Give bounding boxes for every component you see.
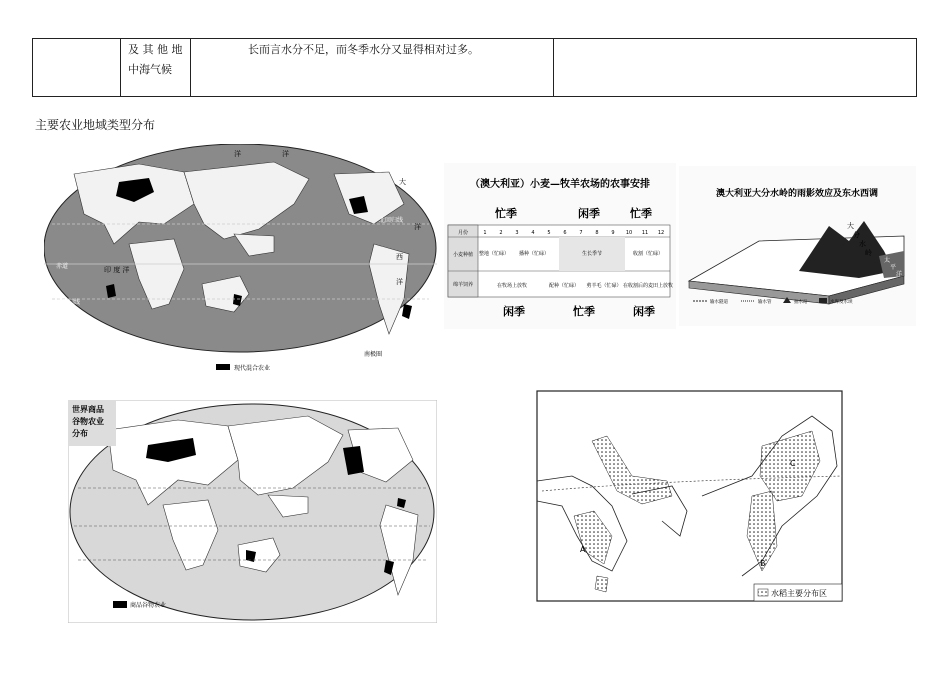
sheep-task: 在收割后的麦田上放牧 [622,283,674,289]
climate-name-line2: 中海气候 [128,63,172,76]
map-legend: 商品谷物农业 [130,602,167,609]
map-legend: 水稻主要分布区 [771,589,827,598]
map-label: 赤道 [56,263,69,270]
season-top: 忙季 [495,207,517,220]
month: 9 [611,230,615,236]
season-bottom: 闲季 [503,305,525,318]
month: 1 [483,230,487,236]
map-title: 谷物农业 [72,417,104,426]
season-top: 忙季 [630,207,652,220]
map-label: 洋 [396,278,403,286]
month: 12 [657,230,665,236]
diagram-label: 岭 [865,249,872,257]
section-title: 主要农业地域类型分布 [35,118,156,132]
climate-name-line1: 及 其 他 地 [128,43,183,56]
climate-description: 长而言水分不足，而冬季水分又显得相对过多。 [248,43,479,56]
map-label: 南回归线 [56,299,81,306]
legend-swatch [113,601,127,608]
rain-shadow-diagram [679,166,916,326]
row-label: 绵羊饲养 [452,282,474,288]
sheep-task: 在牧场上放牧 [496,283,528,289]
row-label: 月份 [457,230,469,236]
diagram-title: 澳大利亚大分水岭的雨影效应及东水西调 [715,189,879,199]
season-top: 闲季 [578,207,600,220]
map-label: 西 [396,253,403,261]
diagram-legend: 输水管 [758,300,772,305]
map-label: 印 度 洋 [104,266,130,274]
diagram-legend: 输水隧道 [710,300,728,305]
legend-swatch [216,364,230,370]
month: 5 [547,230,551,236]
map-label: 洋 [234,150,241,158]
rice-map [532,386,847,606]
month: 10 [625,230,633,236]
farm-calendar [444,163,676,329]
mixed-farming-map [44,144,437,375]
wheat-task: 整地（忙碌） [478,251,510,257]
map-label: B [760,559,766,568]
climate-table [32,38,917,97]
sheep-task: 配种（忙碌） [548,283,580,289]
map-label: 洋 [282,150,289,158]
map-title: 世界商品 [72,405,104,414]
table-divider [553,39,554,96]
legend-swatch [758,589,768,596]
wheat-task: 生长季节 [581,251,603,257]
diagram-label: 分 [853,231,860,239]
map-label: 洋 [414,223,421,231]
diagram-label: 洋 [896,271,903,278]
table-divider [190,39,191,96]
map-title: 分布 [72,429,88,438]
month: 3 [515,230,519,236]
diagram-legend: 水库及水坝 [830,300,853,305]
map-label: A [580,545,586,554]
month: 7 [579,230,583,236]
season-bottom: 忙季 [573,305,595,318]
diagram-label: 太 [884,257,891,264]
diagram-legend: 抽水站 [794,300,808,305]
diagram-label: 大 [847,222,854,230]
row-label: 小麦种植 [452,252,474,258]
map-legend: 现代混合农业 [234,365,271,372]
season-bottom: 闲季 [633,305,655,318]
map-label: 大 [399,178,406,186]
map-label: 北回归线 [379,217,404,224]
wheat-task: 收割（忙碌） [632,251,664,257]
sheep-task: 剪羊毛（忙碌） [586,283,622,289]
grain-farming-map [68,400,437,623]
table-divider [120,39,121,96]
month: 11 [641,230,649,236]
wheat-task: 播种（忙碌） [518,251,550,257]
month: 8 [595,230,599,236]
diagram-label: 水 [859,240,866,248]
map-label: C [790,459,796,468]
month: 6 [563,230,567,236]
map-label: 南极圈 [364,351,383,358]
month: 2 [499,230,503,236]
calendar-title: （澳大利亚）小麦—牧羊农场的农事安排 [470,179,650,190]
diagram-label: 平 [890,264,897,271]
month: 4 [531,230,535,236]
